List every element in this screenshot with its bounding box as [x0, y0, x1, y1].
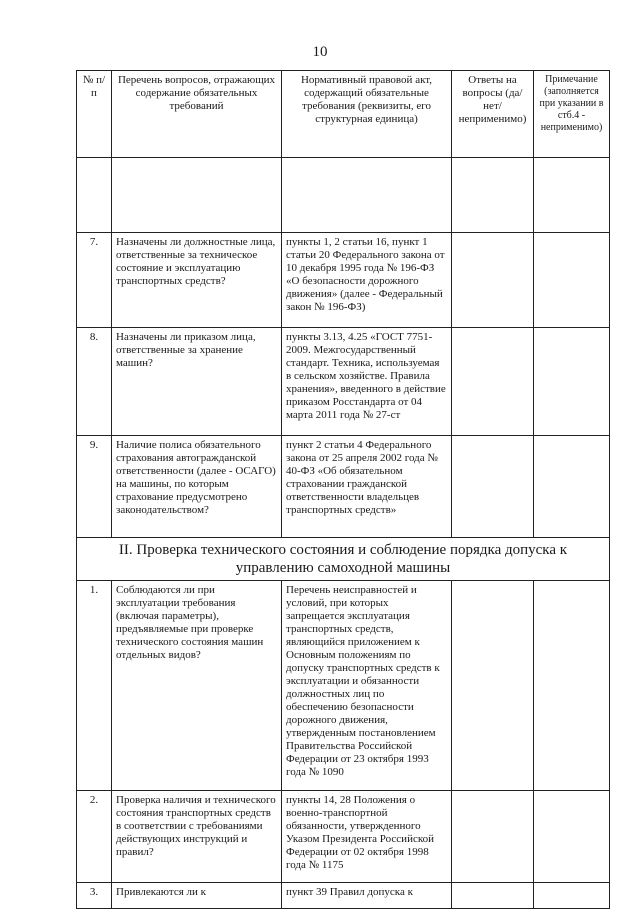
- header-row: [77, 71, 610, 158]
- table-row: [77, 436, 610, 538]
- row-act: пункты 3.13, 4.25 «ГОСТ 7751-2009. Межгосударственный стандарт. Техника, используемая в сельском хозяйстве. Правила хранения», введенного в действие приказом Росстандарта от 04 марта 2011 года № 27-ст: [282, 328, 452, 436]
- header-note: Примечание (заполняется при указании в стб.4 - неприменимо): [534, 71, 610, 158]
- page-number: 10: [312, 44, 328, 60]
- row-act: пункты 1, 2 статьи 16, пункт 1 статьи 20 Федерального закона от 10 декабря 1995 года № 196-ФЗ «О безопасности дорожного движения» (далее - Федеральный закон № 196-ФЗ): [282, 233, 452, 328]
- answer-cell[interactable]: [452, 581, 534, 791]
- row-act: пункт 39 Правил допуска к: [282, 883, 452, 909]
- answer-cell[interactable]: [452, 328, 534, 436]
- row-act: пункты 14, 28 Положения о военно-транспортной обязанности, утвержденного Указом Президента Российской Федерации от 02 октября 1998 года № 1175: [282, 791, 452, 883]
- row-num: 8.: [77, 328, 112, 436]
- checklist-table: [76, 70, 610, 909]
- row-num: 1.: [77, 581, 112, 791]
- note-cell[interactable]: [534, 581, 610, 791]
- row-question: Наличие полиса обязательного страхования автогражданской ответственности (далее - ОСАГО) на машины, по которым страхование предусмотрено законодательством?: [112, 436, 282, 538]
- spacer-row: [77, 158, 610, 233]
- row-question: Привлекаются ли к: [112, 883, 282, 909]
- answer-cell[interactable]: [452, 791, 534, 883]
- note-cell[interactable]: [534, 328, 610, 436]
- header-num: № п/п: [77, 71, 112, 158]
- row-num: 7.: [77, 233, 112, 328]
- section-row: [77, 538, 610, 581]
- table-row: [77, 791, 610, 883]
- header-answer: Ответы на вопросы (да/нет/ неприменимо): [452, 71, 534, 158]
- answer-cell[interactable]: [452, 436, 534, 538]
- note-cell[interactable]: [534, 791, 610, 883]
- row-num: 9.: [77, 436, 112, 538]
- row-question: Проверка наличия и технического состояния транспортных средств в соответствии с требованиями действующих инструкций и правил?: [112, 791, 282, 883]
- table-row: [77, 233, 610, 328]
- row-act: пункт 2 статьи 4 Федерального закона от 25 апреля 2002 года № 40-ФЗ «Об обязательном страховании гражданской ответственности владельцев транспортных средств»: [282, 436, 452, 538]
- section-title: II. Проверка технического состояния и соблюдение порядка допуска к управлению самоходной машины: [77, 538, 610, 581]
- row-act: Перечень неисправностей и условий, при которых запрещается эксплуатация транспортных средств, являющийся приложением к Основным положениям по допуску транспортных средств к эксплуатации и обязанности должностных лиц по обеспечению безопасности дорожного движения, утвержденным постановлением Правительства Российской Федерации от 23 октября 1993 года № 1090: [282, 581, 452, 791]
- table-row: [77, 581, 610, 791]
- row-question: Соблюдаются ли при эксплуатации требования (включая параметры), предъявляемые при проверке технического состояния машин отдельных видов?: [112, 581, 282, 791]
- header-act: Нормативный правовой акт, содержащий обязательные требования (реквизиты, его структурная единица): [282, 71, 452, 158]
- row-question: Назначены ли приказом лица, ответственные за хранение машин?: [112, 328, 282, 436]
- note-cell[interactable]: [534, 233, 610, 328]
- note-cell[interactable]: [534, 436, 610, 538]
- header-question: Перечень вопросов, отражающих содержание обязательных требований: [112, 71, 282, 158]
- answer-cell[interactable]: [452, 233, 534, 328]
- row-question: Назначены ли должностные лица, ответственные за техническое состояние и эксплуатацию транспортных средств?: [112, 233, 282, 328]
- table-row: [77, 328, 610, 436]
- row-num: 3.: [77, 883, 112, 909]
- row-num: 2.: [77, 791, 112, 883]
